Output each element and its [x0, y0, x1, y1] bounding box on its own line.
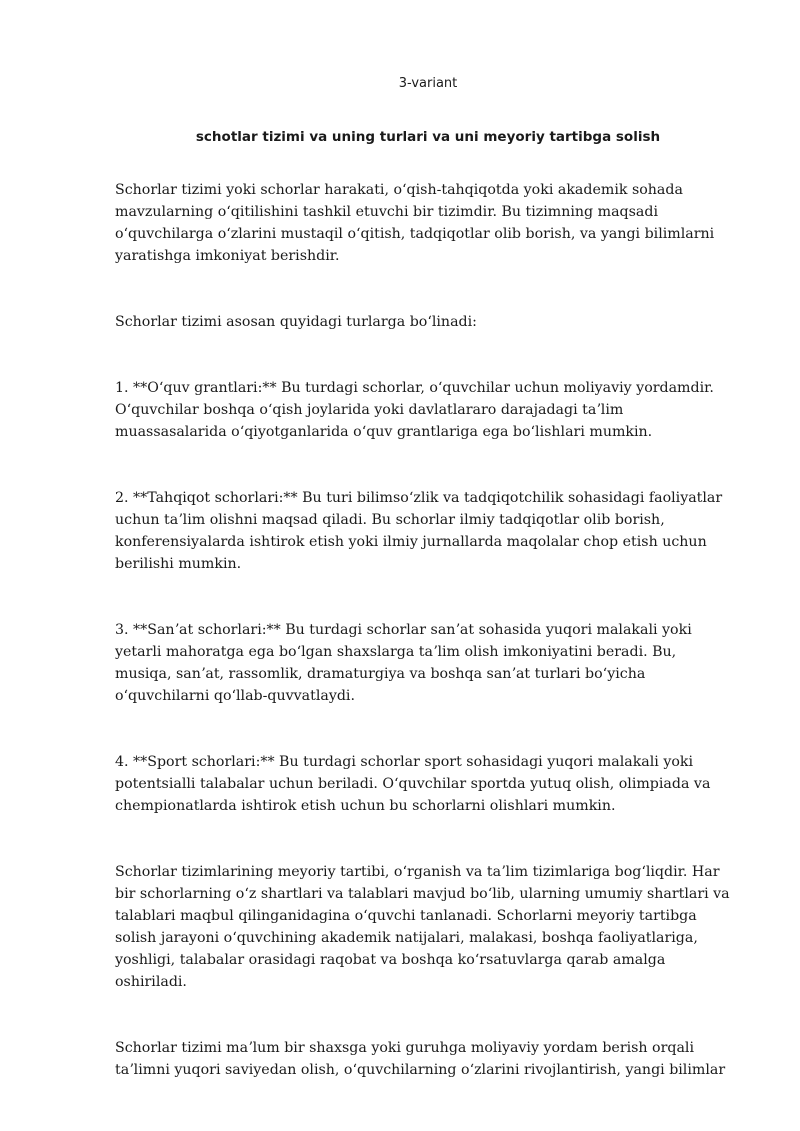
paragraph-types-heading: Schorlar tizimi asosan quyidagi turlarga boʻlinadi: [115, 314, 477, 330]
paragraph-intro: Schorlar tizimi yoki schorlar harakati, oʻqish-tahqiqotda yoki akademik sohada mavzularning oʻqitilishini tashkil etuvchi bir tizimdir. Bu tizimning maqsadi oʻquvchilarga oʻzlarini mustaqil oʻqitish, tadqiqotlar olib borish, va yangi bilimlarni yaratishga imkoniyat berishdir. [115, 182, 715, 264]
paragraph-item-4: 4. **Sport schorlari:** Bu turdagi schorlar sport sohasidagi yuqori malakali yoki potentsialli talabalar uchun beriladi. Oʻquvchilar sportda yutuq olish, olimpiada va chempionatlarda ishtirok etish uchun bu schorlarni olishlari mumkin. [115, 754, 711, 814]
paragraph-conclusion: Schorlar tizimi maʼlum bir shaxsga yoki guruhga moliyaviy yordam berish orqali taʼlimni yuqori saviyedan olish, oʻquvchilarning oʻzlarini rivojlantirish, yangi bilimlar [115, 1040, 726, 1078]
paragraph-item-1: 1. **Oʻquv grantlari:** Bu turdagi schorlar, oʻquvchilar uchun moliyaviy yordamdir. Oʻquvchilar boshqa oʻqish joylarida yoki davlatlararo darajadagi taʼlim muassasalarida oʻqiyotganlarida oʻquv grantlariga ega boʻlishlari mumkin. [115, 380, 714, 440]
document-body [115, 179, 735, 1125]
variant-label: 3-variant [398, 76, 458, 91]
paragraph-regulation: Schorlar tizimlarining meyoriy tartibi, oʻrganish va taʼlim tizimlariga bogʻliqdir. Har bir schorlarning oʻz shartlari va talablari mavjud boʻlib, ularning umumiy shartlari va talablari maqbul qilinganidagina oʻquvchi tanlanadi. Schorlarni meyoriy tartibga solish jarayoni oʻquvchining akademik natijalari, malakasi, boshqa faoliyatlariga, yoshligi, talabalar orasidagi raqobat va boshqa koʻrsatuvlarga qarab amalga oshiriladi. [115, 864, 730, 990]
paragraph-item-2: 2. **Tahqiqot schorlari:** Bu turi bilimsoʻzlik va tadqiqotchilik sohasidagi faoliyatlar uchun taʼlim olishni maqsad qiladi. Bu schorlar ilmiy tadqiqotlar olib borish, konferensiyalarda ishtirok etish yoki ilmiy jurnallarda maqolalar chop etish uchun berilishi mumkin. [115, 490, 723, 572]
paragraph-item-3: 3. **Sanʼat schorlari:** Bu turdagi schorlar sanʼat sohasida yuqori malakali yoki yetarli mahoratga ega boʻlgan shaxslarga taʼlim olish imkoniyatini beradi. Bu, musiqa, sanʼat, rassomlik, dramaturgiya va boshqa sanʼat turlari boʻyicha oʻquvchilarni qoʻllab-quvvatlaydi. [115, 622, 692, 704]
document-title: schotlar tizimi va uning turlari va uni meyoriy tartibga solish [195, 129, 661, 145]
